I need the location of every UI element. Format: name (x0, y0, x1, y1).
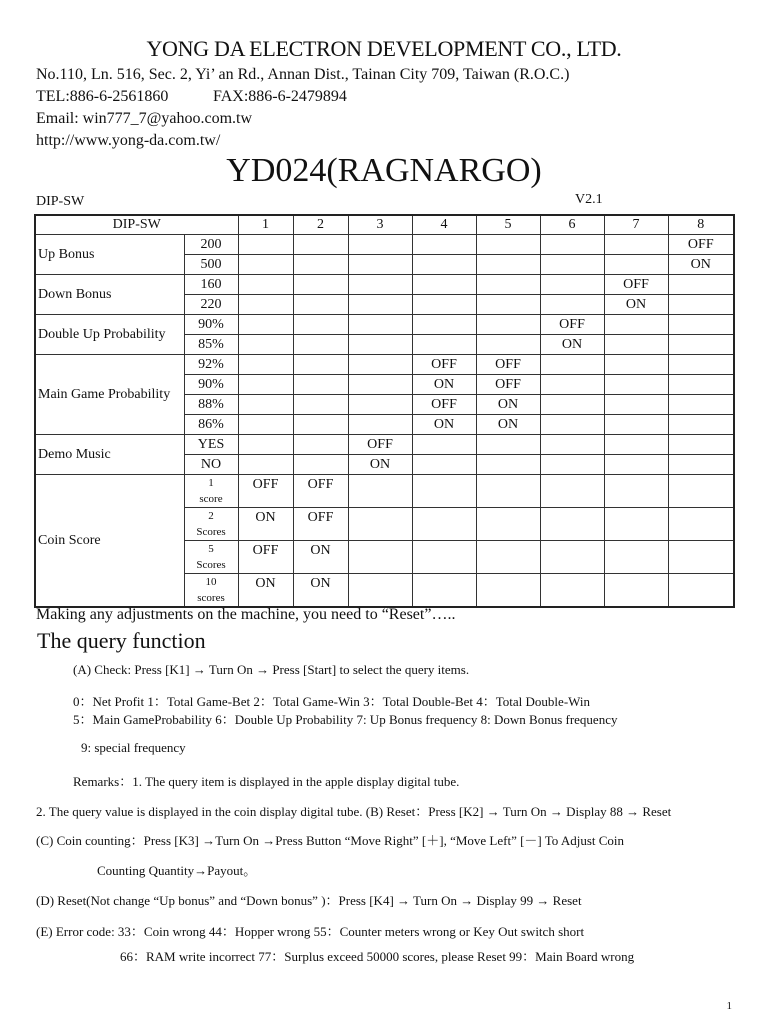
switch-state-cell (540, 294, 604, 314)
coin-counting-2: Counting Quantity→Payout。 (97, 863, 257, 878)
option-value: 10 (205, 575, 217, 588)
reset-d: (D) Reset(Not change “Up bonus” and “Down bonus” )：Press [K4] → Turn On → Display 99 → Reset (36, 893, 582, 908)
switch-state-cell (604, 434, 668, 454)
switch-state-cell (348, 414, 412, 434)
switch-state-cell (412, 474, 476, 507)
error-codes-1: (E) Error code: 33：Coin wrong 44：Hopper wrong 55：Counter meters wrong or Key Out switch short (36, 924, 585, 939)
switch-state-cell (293, 414, 348, 434)
switch-number-3: 3 (348, 215, 412, 234)
option-unit: scores (197, 591, 225, 604)
switch-state-cell (476, 454, 540, 474)
option-cell (184, 507, 238, 540)
switch-state-cell (238, 234, 293, 254)
switch-state-cell (604, 254, 668, 274)
switch-state-cell: ON (293, 573, 348, 607)
switch-state-cell (540, 573, 604, 607)
switch-state-cell (412, 254, 476, 274)
switch-state-cell (412, 314, 476, 334)
switch-state-cell (604, 507, 668, 540)
query-remarks2: 2. The query value is displayed in the coin display digital tube. (B) Reset：Press [K2] → Turn On → Display 88 → Reset (36, 804, 672, 819)
switch-state-cell (476, 314, 540, 334)
dip-header-row (35, 215, 734, 234)
option-cell: 92% (184, 354, 238, 374)
switch-state-cell (348, 540, 412, 573)
switch-state-cell: OFF (348, 434, 412, 454)
group-name-up-bonus: Up Bonus (35, 234, 184, 274)
company-address: No.110, Ln. 516, Sec. 2, Yi’ an Rd., Annan Dist., Tainan City 709, Taiwan (R.O.C.) (36, 66, 570, 83)
company-tel: TEL:886-6-2561860 (36, 88, 169, 105)
switch-state-cell (668, 354, 734, 374)
switch-state-cell: OFF (238, 474, 293, 507)
switch-state-cell (668, 474, 734, 507)
switch-state-cell (668, 334, 734, 354)
dip-row (35, 354, 734, 374)
switch-state-cell (668, 274, 734, 294)
option-cell: 90% (184, 314, 238, 334)
switch-state-cell (476, 474, 540, 507)
query-check: (A) Check: Press [K1] → Turn On → Press [Start] to select the query items. (73, 662, 470, 677)
dip-row (35, 314, 734, 334)
option-cell (184, 474, 238, 507)
option-cell: 86% (184, 414, 238, 434)
option-cell: 160 (184, 274, 238, 294)
coin-counting: (C) Coin counting：Press [K3] →Turn On →Press Button “Move Right” [＋], “Move Left” [－] To Adjust Coin (36, 833, 625, 848)
switch-state-cell (604, 314, 668, 334)
switch-state-cell (348, 234, 412, 254)
switch-state-cell (540, 454, 604, 474)
switch-state-cell (238, 374, 293, 394)
switch-state-cell (412, 294, 476, 314)
switch-state-cell: ON (668, 254, 734, 274)
switch-state-cell (540, 234, 604, 254)
switch-state-cell: ON (604, 294, 668, 314)
company-fax: FAX:886-6-2479894 (213, 88, 347, 105)
switch-state-cell (668, 314, 734, 334)
dip-row (35, 234, 734, 254)
switch-state-cell (604, 394, 668, 414)
switch-state-cell (476, 540, 540, 573)
switch-number-4: 4 (412, 215, 476, 234)
option-unit: Scores (196, 525, 226, 538)
query-remarks: Remarks：1. The query item is displayed in the apple display digital tube. (73, 774, 460, 789)
option-value: 5 (208, 542, 214, 555)
switch-number-7: 7 (604, 215, 668, 234)
switch-state-cell (604, 573, 668, 607)
group-name-double-up: Double Up Probability (35, 314, 184, 354)
switch-state-cell (476, 294, 540, 314)
switch-state-cell (348, 354, 412, 374)
switch-state-cell (668, 540, 734, 573)
switch-state-cell (412, 234, 476, 254)
option-cell: 200 (184, 234, 238, 254)
option-cell: 85% (184, 334, 238, 354)
switch-state-cell (540, 507, 604, 540)
query-items-line3: 9: special frequency (81, 740, 186, 755)
switch-state-cell (540, 254, 604, 274)
switch-state-cell (668, 374, 734, 394)
option-cell: 88% (184, 394, 238, 414)
switch-state-cell (668, 454, 734, 474)
switch-state-cell (476, 573, 540, 607)
switch-state-cell: OFF (604, 274, 668, 294)
switch-state-cell (348, 507, 412, 540)
switch-state-cell: ON (412, 414, 476, 434)
switch-state-cell: OFF (476, 354, 540, 374)
option-cell: NO (184, 454, 238, 474)
switch-state-cell (604, 374, 668, 394)
switch-state-cell (348, 314, 412, 334)
dip-header-corner: DIP-SW (35, 215, 238, 234)
version-label: V2.1 (575, 192, 603, 207)
switch-state-cell (293, 334, 348, 354)
switch-state-cell (238, 414, 293, 434)
switch-state-cell (668, 394, 734, 414)
switch-state-cell (238, 274, 293, 294)
switch-state-cell (540, 394, 604, 414)
query-items-line1: 0：Net Profit 1：Total Game-Bet 2：Total Game-Win 3：Total Double-Bet 4：Total Double-Win (73, 694, 591, 709)
switch-state-cell: ON (540, 334, 604, 354)
switch-state-cell: OFF (540, 314, 604, 334)
switch-number-1: 1 (238, 215, 293, 234)
switch-state-cell (293, 314, 348, 334)
switch-state-cell (238, 434, 293, 454)
option-value: 2 (208, 509, 214, 522)
switch-state-cell (604, 474, 668, 507)
switch-state-cell (540, 434, 604, 454)
switch-state-cell (604, 414, 668, 434)
switch-state-cell (604, 454, 668, 474)
switch-state-cell: OFF (412, 354, 476, 374)
switch-state-cell (476, 334, 540, 354)
switch-state-cell (348, 394, 412, 414)
switch-state-cell: ON (238, 507, 293, 540)
error-codes-2: 66：RAM write incorrect 77：Surplus exceed 50000 scores, please Reset 99：Main Board wrong (120, 949, 635, 964)
switch-state-cell (412, 540, 476, 573)
switch-state-cell (293, 274, 348, 294)
switch-state-cell (412, 434, 476, 454)
switch-state-cell (540, 540, 604, 573)
switch-number-8: 8 (668, 215, 734, 234)
switch-state-cell (348, 254, 412, 274)
switch-state-cell (412, 507, 476, 540)
switch-state-cell (604, 354, 668, 374)
option-cell: 220 (184, 294, 238, 314)
switch-state-cell: ON (412, 374, 476, 394)
switch-state-cell (412, 573, 476, 607)
switch-state-cell (476, 434, 540, 454)
switch-number-5: 5 (476, 215, 540, 234)
switch-state-cell (604, 540, 668, 573)
switch-state-cell (540, 474, 604, 507)
switch-state-cell (476, 507, 540, 540)
switch-state-cell: OFF (668, 234, 734, 254)
switch-state-cell (604, 334, 668, 354)
switch-state-cell (238, 254, 293, 274)
switch-state-cell (476, 254, 540, 274)
group-name-demo-music: Demo Music (35, 434, 184, 474)
option-cell (184, 540, 238, 573)
switch-state-cell (238, 334, 293, 354)
switch-state-cell: OFF (412, 394, 476, 414)
dip-table-body (35, 215, 734, 607)
switch-state-cell (668, 507, 734, 540)
page-number: 1 (726, 1000, 732, 1012)
switch-state-cell (293, 434, 348, 454)
switch-state-cell: OFF (238, 540, 293, 573)
option-cell (184, 573, 238, 607)
dip-switch-table (34, 214, 735, 608)
switch-state-cell (293, 254, 348, 274)
switch-state-cell (476, 274, 540, 294)
switch-state-cell (238, 314, 293, 334)
option-unit: Scores (196, 558, 226, 571)
switch-state-cell (238, 454, 293, 474)
switch-state-cell (293, 354, 348, 374)
switch-state-cell: ON (238, 573, 293, 607)
dip-label: DIP-SW (36, 194, 85, 209)
switch-state-cell (348, 274, 412, 294)
switch-number-6: 6 (540, 215, 604, 234)
switch-state-cell (348, 334, 412, 354)
group-name-main-game: Main Game Probability (35, 354, 184, 434)
switch-state-cell (348, 294, 412, 314)
switch-state-cell: ON (348, 454, 412, 474)
switch-state-cell (238, 294, 293, 314)
switch-state-cell (540, 274, 604, 294)
option-unit: score (199, 492, 223, 505)
switch-state-cell (348, 474, 412, 507)
dip-row (35, 474, 734, 507)
switch-state-cell: ON (476, 414, 540, 434)
switch-state-cell (668, 434, 734, 454)
switch-number-2: 2 (293, 215, 348, 234)
switch-state-cell (293, 374, 348, 394)
switch-state-cell (412, 274, 476, 294)
switch-state-cell: ON (476, 394, 540, 414)
option-cell: 90% (184, 374, 238, 394)
switch-state-cell: OFF (293, 507, 348, 540)
option-value: 1 (208, 476, 214, 489)
switch-state-cell (668, 294, 734, 314)
dip-row (35, 434, 734, 454)
switch-state-cell (476, 234, 540, 254)
group-name-down-bonus: Down Bonus (35, 274, 184, 314)
switch-state-cell (238, 354, 293, 374)
switch-state-cell (348, 573, 412, 607)
switch-state-cell (238, 394, 293, 414)
reset-note: Making any adjustments on the machine, you need to “Reset”….. (36, 606, 456, 623)
switch-state-cell (412, 334, 476, 354)
company-name: YONG DA ELECTRON DEVELOPMENT CO., LTD. (146, 36, 622, 61)
switch-state-cell (668, 414, 734, 434)
switch-state-cell (412, 454, 476, 474)
company-email: Email: win777_7@yahoo.com.tw (36, 110, 253, 127)
switch-state-cell (604, 234, 668, 254)
company-website: http://www.yong-da.com.tw/ (36, 132, 221, 149)
switch-state-cell (540, 354, 604, 374)
switch-state-cell (540, 374, 604, 394)
query-heading: The query function (37, 628, 206, 653)
query-items-line2: 5：Main GameProbability 6：Double Up Probability 7: Up Bonus frequency 8: Down Bonus frequency (73, 712, 618, 727)
switch-state-cell: OFF (293, 474, 348, 507)
switch-state-cell (293, 294, 348, 314)
switch-state-cell (540, 414, 604, 434)
switch-state-cell: OFF (476, 374, 540, 394)
switch-state-cell (668, 573, 734, 607)
option-cell: 500 (184, 254, 238, 274)
switch-state-cell (293, 394, 348, 414)
product-title: YD024(RAGNARGO) (226, 152, 542, 189)
switch-state-cell (348, 374, 412, 394)
switch-state-cell (293, 234, 348, 254)
group-name-coin-score: Coin Score (35, 474, 184, 607)
dip-row (35, 274, 734, 294)
switch-state-cell (293, 454, 348, 474)
option-cell: YES (184, 434, 238, 454)
switch-state-cell: ON (293, 540, 348, 573)
